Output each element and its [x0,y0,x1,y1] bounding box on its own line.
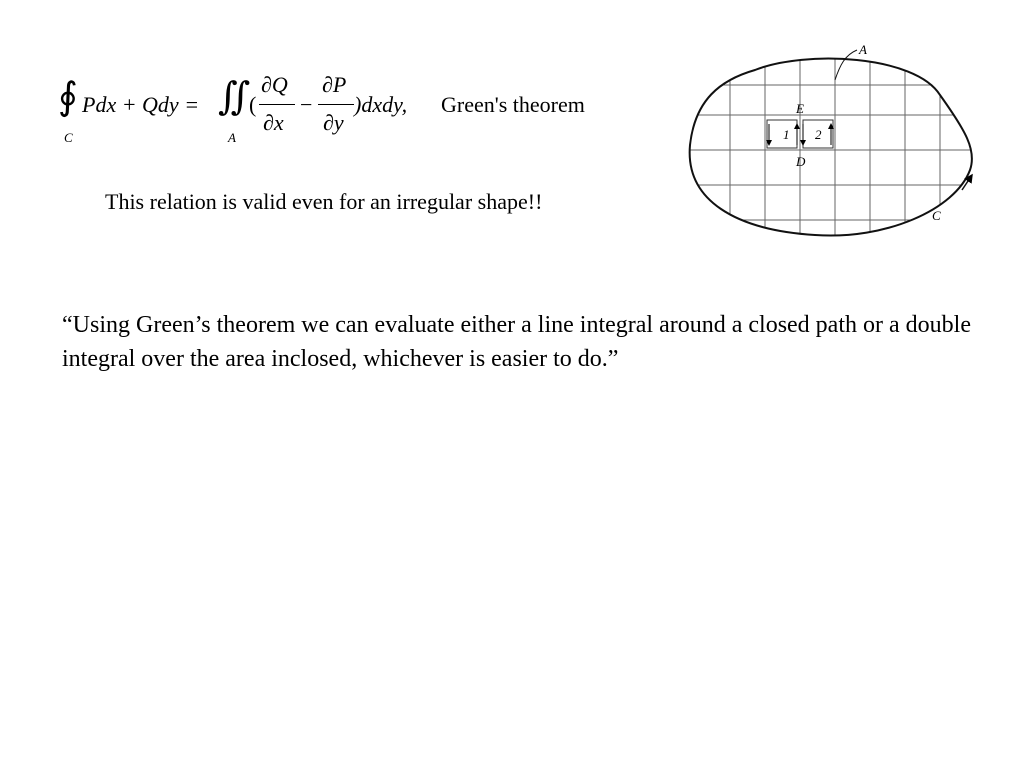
fraction2-denominator: ∂y [323,110,344,135]
fraction2-bar [318,104,354,105]
double-integral-subscript: A [228,130,236,145]
fraction2-numerator: ∂P [322,72,347,97]
contour-subscript: C [64,130,73,145]
irregular-shape-note: This relation is valid even for an irregular shape!! [105,189,543,214]
formula-lhs: Pdx + Qdy = [82,92,200,117]
fraction1-bar [259,104,295,105]
label-C: C [932,208,941,223]
cell-2-label: 2 [815,127,822,142]
area-pointer-line [835,50,857,80]
fraction1-denominator: ∂x [263,110,284,135]
greens-theorem-formula [58,70,658,150]
open-paren: ( [249,92,257,117]
double-integral-symbol: ∬ [218,76,251,118]
contour-integral-symbol: ∮ [58,76,78,118]
label-E: E [796,101,804,116]
region-grid-diagram [685,40,985,245]
minus-sign: − [300,92,313,117]
cell-1-label: 1 [783,127,790,142]
formula-tail: )dxdy, [354,92,408,117]
theorem-name: Green's theorem [441,92,585,117]
cell-1-box [767,120,797,148]
label-A: A [859,42,867,57]
label-D: D [796,154,806,169]
fraction1-numerator: ∂Q [261,72,288,97]
greens-theorem-quote: “Using Green’s theorem we can evaluate either a line integral around a closed path or a double integral over the area inclosed, whichever is easier to do.” [62,312,971,372]
